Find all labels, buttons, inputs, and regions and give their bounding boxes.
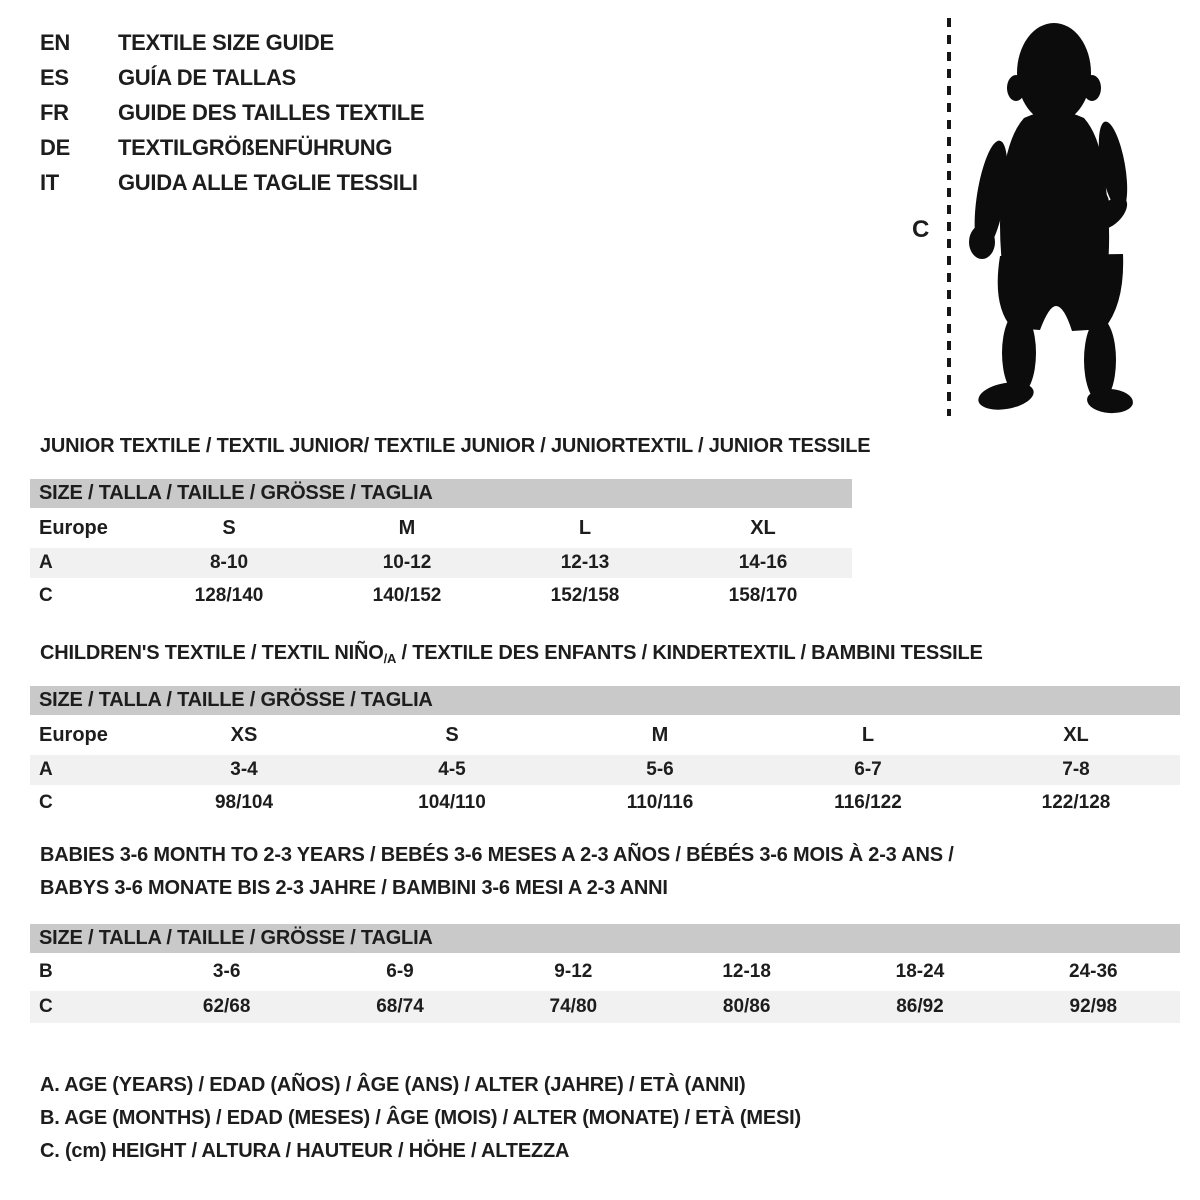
footnote-a: A. AGE (YEARS) / EDAD (AÑOS) / ÂGE (ANS) / ALTER (JAHRE) / ETÀ (ANNI)	[40, 1074, 746, 1096]
footnote-c: C. (cm) HEIGHT / ALTURA / HAUTEUR / HÖHE / ALTEZZA	[40, 1140, 570, 1162]
row-label: A	[39, 552, 53, 573]
table-cell: 140/152	[372, 585, 442, 606]
table-row-a	[30, 548, 852, 578]
language-row-es	[40, 60, 424, 95]
children-section-title	[40, 637, 983, 675]
table-row-c	[30, 788, 1180, 818]
table-cell: 62/68	[202, 996, 251, 1017]
table-cell: 122/128	[1041, 792, 1111, 813]
language-title: GUIDA ALLE TAGLIE TESSILI	[118, 169, 418, 195]
junior-size-table	[30, 479, 852, 611]
table-cell: S	[222, 516, 236, 539]
size-header-bar: SIZE / TALLA / TAILLE / GRÖSSE / TAGLIA	[30, 686, 1180, 715]
table-row-c	[30, 991, 1180, 1023]
row-label: C	[39, 585, 53, 606]
table-cell: 10-12	[382, 552, 432, 573]
table-cell: 128/140	[194, 585, 264, 606]
table-cell: 80/86	[722, 996, 771, 1017]
language-code: DE	[40, 134, 70, 160]
row-label: Europe	[39, 723, 108, 746]
language-title: GUIDE DES TAILLES TEXTILE	[118, 99, 425, 125]
table-cell: 98/104	[214, 792, 274, 813]
table-cell: M	[651, 723, 669, 746]
language-title: GUÍA DE TALLAS	[118, 64, 296, 90]
table-cell: L	[578, 516, 592, 539]
children-size-table	[30, 686, 1180, 818]
table-cell: XL	[1063, 723, 1089, 746]
children-title-text: CHILDREN'S TEXTILE / TEXTIL NIÑO	[40, 642, 384, 664]
babies-title-line-1: BABIES 3-6 MONTH TO 2-3 YEARS / BEBÉS 3-6 MESES A 2-3 AÑOS / BÉBÉS 3-6 MOIS À 2-3 ANS /	[40, 844, 954, 866]
size-header-bar: SIZE / TALLA / TAILLE / GRÖSSE / TAGLIA	[30, 924, 1180, 953]
babies-title-line-2: BABYS 3-6 MONATE BIS 2-3 JAHRE / BAMBINI 3-6 MESI A 2-3 ANNI	[40, 877, 668, 899]
children-title-subscript: /A	[383, 651, 397, 666]
table-cell: 158/170	[728, 585, 798, 606]
junior-section-title: JUNIOR TEXTILE / TEXTIL JUNIOR/ TEXTILE JUNIOR / JUNIORTEXTIL / JUNIOR TESSILE	[40, 435, 871, 457]
table-cell: 24-36	[1069, 961, 1118, 982]
row-label: Europe	[39, 516, 108, 539]
table-cell: 5-6	[646, 759, 674, 780]
footnotes	[40, 1069, 801, 1168]
toddler-silhouette-icon	[966, 18, 1138, 418]
table-row-europe	[30, 511, 852, 545]
table-cell: XL	[750, 516, 776, 539]
table-cell: 92/98	[1069, 996, 1118, 1017]
table-cell: 18-24	[895, 961, 945, 982]
table-cell: 14-16	[738, 552, 788, 573]
table-cell: 6-7	[854, 759, 882, 780]
footnote-b: B. AGE (MONTHS) / EDAD (MESES) / ÂGE (MOIS) / ALTER (MONATE) / ETÀ (MESI)	[40, 1107, 801, 1129]
language-title-list	[40, 25, 424, 200]
table-cell: 8-10	[209, 552, 249, 573]
table-cell: 116/122	[834, 792, 902, 813]
table-row-b	[30, 956, 1180, 988]
language-title: TEXTILE SIZE GUIDE	[118, 29, 334, 55]
children-title-text: / TEXTILE DES ENFANTS / KINDERTEXTIL / BAMBINI TESSILE	[396, 642, 983, 664]
table-cell: 9-12	[554, 961, 593, 982]
table-row-c	[30, 581, 852, 611]
row-label: B	[39, 961, 53, 982]
language-code: ES	[40, 64, 69, 90]
table-cell: 3-4	[230, 759, 258, 780]
table-row-a	[30, 755, 1180, 785]
row-label: C	[39, 792, 53, 813]
table-row-europe	[30, 718, 1180, 752]
language-row-it	[40, 165, 424, 200]
babies-size-table	[30, 924, 1180, 1023]
language-row-fr	[40, 95, 424, 130]
table-cell: M	[398, 516, 416, 539]
row-label: A	[39, 759, 53, 780]
size-header-bar: SIZE / TALLA / TAILLE / GRÖSSE / TAGLIA	[30, 479, 852, 508]
language-code: EN	[40, 29, 70, 55]
table-cell: S	[445, 723, 459, 746]
table-cell: 152/158	[550, 585, 620, 606]
table-cell: 12-13	[560, 552, 610, 573]
height-measure-dashed-line	[947, 18, 951, 416]
table-cell: 74/80	[549, 996, 598, 1017]
table-cell: 12-18	[722, 961, 771, 982]
table-cell: 104/110	[418, 792, 486, 813]
table-cell: L	[861, 723, 875, 746]
language-row-en	[40, 25, 424, 60]
language-code: FR	[40, 99, 69, 125]
table-cell: 86/92	[896, 996, 944, 1017]
table-cell: 6-9	[386, 961, 414, 982]
table-cell: 4-5	[438, 759, 466, 780]
table-cell: 110/116	[626, 792, 694, 813]
table-cell: XS	[230, 723, 258, 746]
height-measure-label: C	[912, 216, 930, 243]
table-cell: 3-6	[212, 961, 241, 982]
language-code: IT	[40, 169, 59, 195]
language-title: TEXTILGRÖßENFÜHRUNG	[118, 134, 393, 160]
language-row-de	[40, 130, 424, 165]
table-cell: 7-8	[1062, 759, 1090, 780]
table-cell: 68/74	[376, 996, 424, 1017]
babies-section-title	[40, 839, 954, 905]
row-label: C	[39, 996, 53, 1017]
